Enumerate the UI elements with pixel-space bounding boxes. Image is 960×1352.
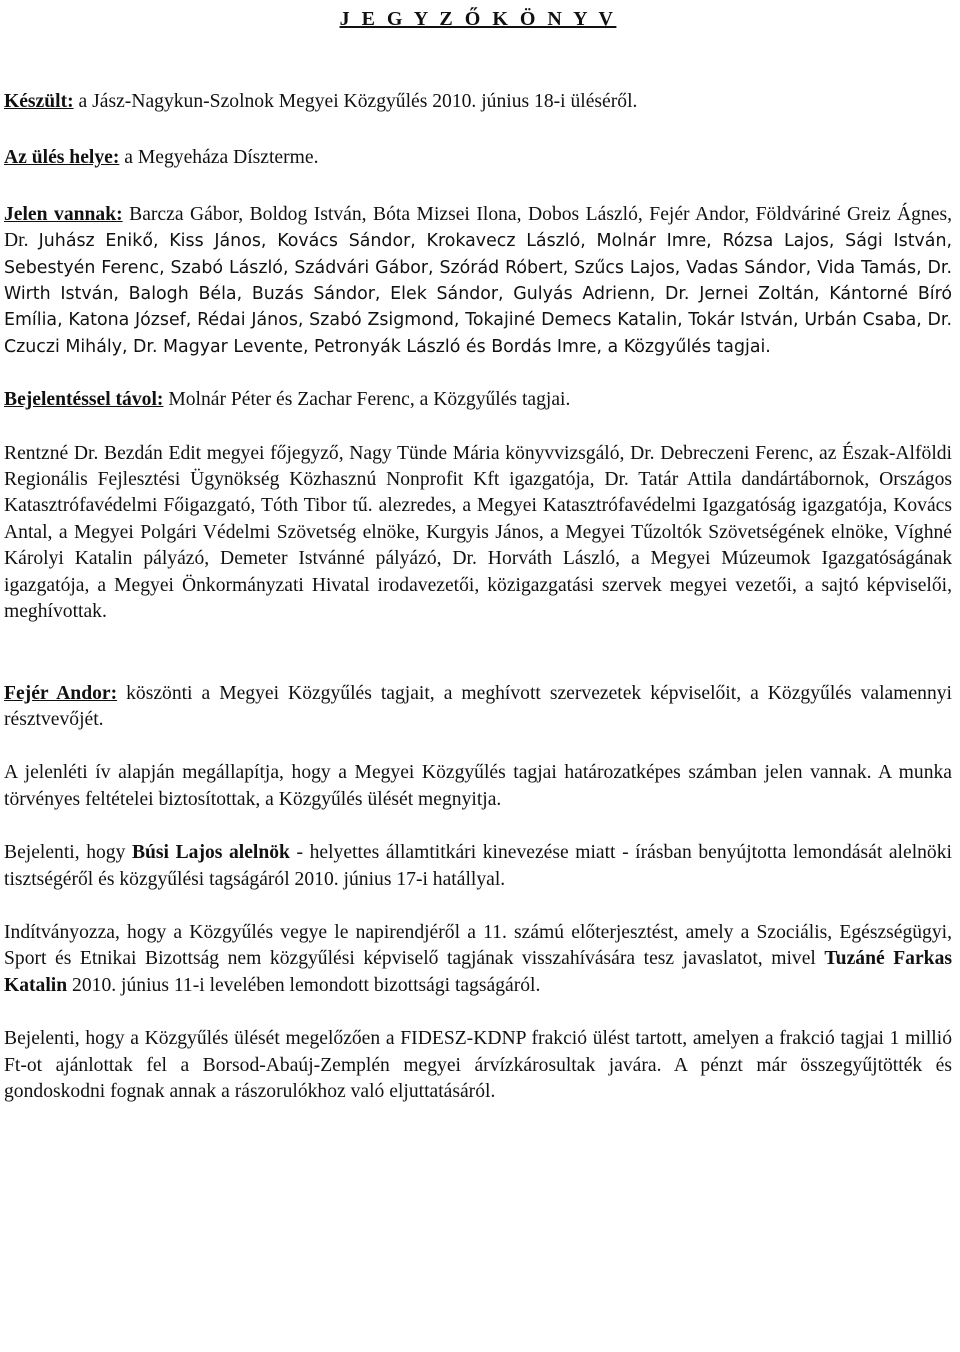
spacer: [4, 733, 952, 760]
spacer: [4, 115, 952, 145]
spacer: [4, 813, 952, 840]
tavol-line: [4, 387, 952, 413]
tuzane-paragraph: [4, 920, 952, 999]
helye-line: [4, 145, 952, 171]
spacer: [4, 999, 952, 1026]
fejer-paragraph: [4, 681, 952, 734]
meghivottak-paragraph: Rentzné Dr. Bezdán Edit megyei főjegyző, Nagy Tünde Mária könyvvizsgáló, Dr. Debreczeni Ferenc, az Észak-Alföldi Regionális Fejlesztési Ügynökség Közhasznú Nonprofit Kft igazgatója, Dr. Tatár Attila dandártábornok, Országos Katasztrófavédelmi Főigazgató, Tóth Tibor tű. alezredes, a Megyei Katasztrófavédelmi Igazgatóság igazgatója, Kovács Antal, a Megyei Polgári Védelmi Szövetség elnöke, Kurgyis János, a Megyei Tűzoltók Szövetségének elnöke, Víghné Károlyi Katalin pályázó, Demeter Istvánné pályázó, Dr. Horváth László, a Megyei Múzeumok Igazgatóságának igazgatója, a Megyei Önkormányzati Hivatal irodavezetői, közigazgatási szervek megyei vezetői, a sajtó képviselői, meghívottak.: [4, 442, 952, 623]
jelen-paragraph: [4, 202, 952, 360]
fidesz-paragraph: Bejelenti, hogy a Közgyűlés ülését megelőzően a FIDESZ-KDNP frakció ülést tartott, amelyen a frakció tagjai 1 millió Ft-ot ajánlottak fel a Borsod-Abaúj-Zemplén megyei árvízkárosultak javára. A pénzt már összegyűjtötték és gondoskodni fognak annak a rászorulókhoz való eljuttatásáról.: [4, 1028, 952, 1102]
document-title: J E G Y Z Ő K Ö N Y V: [339, 8, 617, 30]
fejer-label: Fejér Andor:: [4, 682, 118, 704]
jelenleti-paragraph: A jelenléti ív alapján megállapítja, hogy a Megyei Közgyűlés tagjai határozatképes számban jelen vannak. A munka törvényes feltételei biztosítottak, a Közgyűlés ülését megnyitja.: [4, 762, 952, 810]
jelen-text-b: Juhász Enikő, Kiss János, Kovács Sándor, Krokavecz László, Molnár Imre, Rózsa Lajos, Sági István, Sebestyén Ferenc, Szabó László, Szádvári Gábor, Szórád Róbert, Szűcs Lajos, Vadas Sándor, Vida Tamás, Dr. Wirth István, Balogh Béla, Buzás Sándor, Elek Sándor, Gulyás Adrienn, Dr. Jernei Zoltán, Kántorné Bíró Emília, Katona József, Rédai János, Szabó Zsigmond, Tokajiné Demecs Katalin, Tokár István, Urbán Csaba, Dr. Czuczi Mihály, Dr. Magyar Levente, Petronyák László és Bordás Imre, a Közgyűlés tagjai.: [4, 231, 953, 357]
busi-pre: Bejelenti, hogy: [4, 842, 132, 864]
busi-post: - helyettes államtitkári kinevezése miatt - írásban benyújtotta lemondását alelnöki tisztségéről és közgyűlési tagságáról 2010. június 17-i hatállyal.: [4, 842, 952, 890]
keszult-line: [4, 89, 952, 115]
tuzane-pre: Indítványozza, hogy a Közgyűlés vegye le napirendjéről a 11. számú előterjesztést, amely a Szociális, Egészségügyi, Sport és Etnikai Bizottság nem közgyűlési képviselő tagjának visszahívására tesz javaslatot, mivel: [4, 921, 952, 970]
spacer: [4, 360, 952, 387]
keszult-text: a Jász-Nagykun-Szolnok Megyei Közgyűlés 2010. június 18-i üléséről.: [73, 91, 638, 112]
helye-text: a Megyeháza Díszterme.: [119, 147, 319, 169]
keszult-label: Készült:: [4, 91, 74, 112]
tavol-label: Bejelentéssel távol:: [4, 389, 164, 411]
tavol-text: Molnár Péter és Zachar Ferenc, a Közgyűlés tagjai.: [163, 389, 571, 411]
tuzane-name: Tuzáné Farkas Katalin: [4, 948, 952, 996]
tuzane-post: 2010. június 11-i levelében lemondott bizottsági tagságáról.: [67, 974, 541, 996]
busi-name: Búsi Lajos alelnök: [131, 842, 290, 864]
spacer: [4, 414, 952, 441]
busi-paragraph: [4, 840, 952, 893]
jelen-text-a: Barcza Gábor, Boldog István, Bóta Mizsei Ilona, Dobos László, Fejér Andor, Földváriné Greiz Ágnes, Dr.: [4, 203, 952, 252]
jelen-label: Jelen vannak:: [4, 203, 123, 225]
helye-label: Az ülés helye:: [4, 147, 120, 169]
spacer: [4, 172, 952, 202]
spacer: [4, 626, 952, 681]
document-page: [4, 0, 952, 1105]
spacer: [4, 893, 952, 920]
spacer: [4, 34, 952, 89]
fejer-text: köszönti a Megyei Közgyűlés tagjait, a meghívott szervezetek képviselőit, a Közgyűlés valamennyi résztvevőjét.: [4, 682, 952, 730]
